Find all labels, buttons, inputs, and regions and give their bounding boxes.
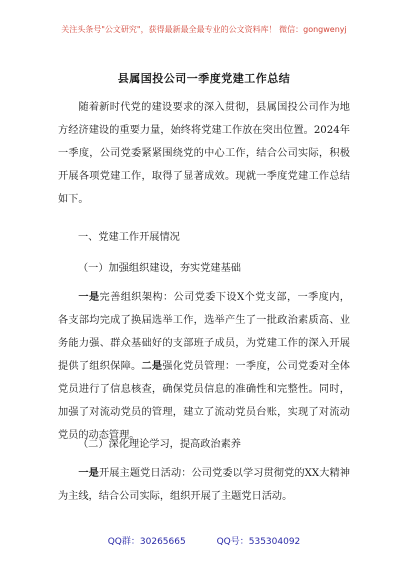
lead-phrase: 二是 xyxy=(141,360,163,372)
intro-paragraph xyxy=(58,96,350,211)
subsection-heading-1: （一）加强组织建设，夯实党建基础 xyxy=(78,263,241,274)
page-footer xyxy=(0,534,408,547)
paragraph-org-building xyxy=(58,286,350,447)
paragraph-text: 开展主题党日活动：公司党委以学习贯彻党的XX大精神为主线，结合公司实际，组织开展了主题党日活动。 xyxy=(58,468,350,502)
page-header-promo: 关注头条号"公文研究"，获得最新最全最专业的公文资料库！ 微信：gongwenyj xyxy=(61,25,347,34)
qq-number-text: QQ号：535304092 xyxy=(216,537,301,547)
paragraph-text: 强化党员管理：一季度，公司党委对全体党员进行了信息核查，确保党员信息的准确性和完整性。同时，加强了对流动党员的管理，建立了流动党员台账，实现了对流动党员的动态管理。 xyxy=(58,361,350,441)
paragraph-text: 完善组织架构：公司党委下设X个党支部，一季度内，各支部均完成了换届选举工作，选举产生了一批政治素质高、业务能力强、群众基础好的支部班子成员，为党建工作的深入开展提供了组织保障。 xyxy=(58,292,350,372)
paragraph-theory-study xyxy=(58,462,350,508)
lead-phrase: 一是 xyxy=(78,291,100,303)
intro-text: 随着新时代党的建设要求的深入贯彻，县属国投公司作为地方经济建设的重要力量，始终将党建工作放在突出位置。2024年一季度，公司党委紧紧围绕党的中心工作，结合公司实际，积极开展各项党建工作，取得了显著成效。现就一季度党建工作总结如下。 xyxy=(58,102,350,205)
document-title: 县属国投公司一季度党建工作总结 xyxy=(117,72,291,85)
qq-group-text: QQ群：30265665 xyxy=(107,537,186,547)
subsection-heading-2: （二）深化理论学习，提高政治素养 xyxy=(78,439,241,450)
section-heading-1: 一、党建工作开展情况 xyxy=(78,232,180,243)
lead-phrase: 一是 xyxy=(78,467,99,479)
